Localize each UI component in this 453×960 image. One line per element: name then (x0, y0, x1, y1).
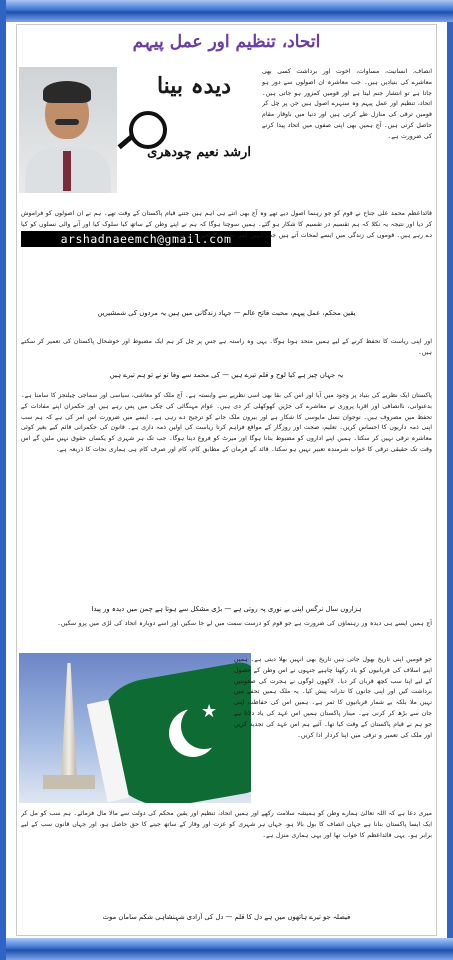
magnifier-icon (129, 111, 167, 149)
paragraph-5: آج ہمیں ایسے ہی دیدہ ور رہنماؤں کی ضرورت ہے جو قوم کو درست سمت میں لے جا سکیں اور اسے دوبارہ اتحاد کی لڑی میں پرو سکیں۔ (57, 620, 432, 627)
author-name: ارشد نعیم چودھری (147, 145, 251, 160)
bottom-border-band (6, 938, 453, 960)
paragraph-2: قائداعظم محمد علی جناح نے قوم کو جو رہنما اصول دیے تھے وہ آج بھی اتنے ہی اہم ہیں جتنے قیام پاکستان کے وقت تھے۔ ہم نے ان اصولوں کو فراموش کر دیا اور نتیجہ یہ نکلا کہ ہم تقسیم در تقسیم کا شکار ہو گئے۔ ہمیں سوچنا ہوگا کہ ہم نے اپنے وطن کے ساتھ کیا سلوک کیا اور آنے والی نسلوں کو کیا دے رہے ہیں۔ قوموں کی زندگی میں ایسے لمحات آتے ہیں جب انہیں اپنی سمت کا تعین کرنا پڑتا ہے۔ (21, 210, 432, 239)
verse-2: یہ جہاں چیز ہے کیا لوح و قلم تیرے ہیں — کی محمد سے وفا تو نے تو ہم تیرے ہیں (109, 371, 344, 379)
author-photo (19, 67, 117, 193)
paragraph-7: میری دعا ہے کہ اللہ تعالیٰ ہمارے وطن کو ہمیشہ سلامت رکھے اور ہمیں اتحاد، تنظیم اور یقین محکم کی دولت سے مالا مال فرمائے۔ ہم سب کو مل کر ایک ایسا پاکستان بنانا ہے جہاں انصاف کا بول بالا ہو، جہاں ہر شہری کو عزت اور وقار کے ساتھ جینے کا حق حاصل ہو، اور جہاں قانون سب کے لیے برابر ہو۔ یہی قائداعظم کا خواب تھا اور یہی ہماری منزل ہے۔ (21, 810, 432, 839)
paragraph-6: جو قومیں اپنی تاریخ بھول جاتی ہیں تاریخ بھی انہیں بھلا دیتی ہے۔ ہمیں اپنے اسلاف کی قربانیوں کو یاد رکھنا چاہیے جنہوں نے اس وطن کے حصول کے لیے اپنا سب کچھ قربان کر دیا۔ لاکھوں لوگوں نے ہجرت کی صعوبتیں برداشت کیں اور اپنی جانوں کا نذرانہ پیش کیا۔ یہ ملک ہمیں تحفے میں نہیں ملا بلکہ بے شمار قربانیوں کا ثمر ہے۔ ہمیں اس کی حفاظت اپنی جان سے بڑھ کر کرنی ہے۔ مینار پاکستان ہمیں اس عہد کی یاد دلاتا ہے جو ہم نے قیام پاکستان کے وقت کیا تھا۔ آئیے ہم اس عہد کی تجدید کریں اور ملک کی تعمیر و ترقی میں اپنا کردار ادا کریں۔ (234, 656, 432, 739)
article-title: اتحاد، تنظیم اور عمل پیہم (132, 32, 321, 52)
star-icon: ★ (201, 701, 218, 722)
column-logo: دیدہ بینا (156, 73, 232, 99)
closing-verse: فیصلہ جو تیرے ہاتھوں میں ہے دل کا قلم — دل کی آزادی شہنشاہی شکم سامان موت (102, 913, 351, 921)
verse-1: یقین محکم، عمل پیہم، محبت فاتح عالم — جہاد زندگانی میں ہیں یہ مردوں کی شمشیریں (97, 309, 356, 317)
minar-e-pakistan (61, 663, 77, 781)
paragraph-4: پاکستان ایک نظریے کی بنیاد پر وجود میں آیا اور اس کی بقا بھی اسی نظریے سے وابستہ ہے۔ آج ملک کو معاشی، سیاسی اور سماجی چیلنجز کا سامنا ہے۔ بدعنوانی، ناانصافی اور اقربا پروری نے معاشرے کی جڑیں کھوکھلی کر دی ہیں۔ عوام مہنگائی کی چکی میں پس رہے ہیں اور حکمران اپنے مفادات کے تحفظ میں مصروف ہیں۔ نوجوان نسل مایوسی کا شکار ہے اور بیرون ملک جانے کو ترجیح دے رہی ہے۔ ایسے میں ضرورت اس امر کی ہے کہ ہم سب اپنی ذمہ داریوں کا احساس کریں۔ تعلیم، صحت اور روزگار کے مواقع فراہم کرنا ریاست کی اولین ذمہ داری ہے۔ قانون کی حکمرانی قائم کیے بغیر کوئی معاشرہ ترقی نہیں کر سکتا۔ ہمیں اپنے اداروں کو مضبوط بنانا ہوگا اور میرٹ کو فروغ دینا ہوگا۔ جب تک ہر شہری کو یکساں حقوق نہیں ملیں گے اس وقت تک حقیقی ترقی کا خواب شرمندہ تعبیر نہیں ہو سکتا۔ قائد کے فرمان کے مطابق کام، کام اور صرف کام ہی ہماری نجات کا ذریعہ ہے۔ (21, 392, 432, 453)
article-panel (16, 24, 437, 936)
paragraph-1: انصاف، انسانیت، مساوات، اخوت اور برداشت کسی بھی معاشرے کی بنیادیں ہیں۔ جب معاشرہ ان اصولوں سے دور ہو جاتا ہے تو انتشار جنم لیتا ہے اور قومیں کمزور ہو جاتی ہیں۔ اتحاد، تنظیم اور عمل پیہم وہ سنہرے اصول ہیں جن پر چل کر قومیں ترقی کی منازل طے کرتی ہیں اور دنیا میں باوقار مقام حاصل کرتی ہیں۔ آج ہمیں بھی اپنی صفوں میں اتحاد پیدا کرنے کی ضرورت ہے۔ (262, 68, 432, 140)
top-border-band (6, 0, 453, 22)
paragraph-3: اور اپنی ریاست کا تحفظ کرنے کے لیے ہمیں متحد ہونا ہوگا۔ یہی وہ راستہ ہے جس پر چل کر ہم ایک مضبوط اور خوشحال پاکستان کی تعمیر کر سکتے ہیں۔ (21, 338, 432, 356)
author-email: arshadnaeemch@gmail.com (21, 231, 271, 247)
verse-3: ہزاروں سال نرگس اپنی بے نوری پہ روتی ہے — بڑی مشکل سے ہوتا ہے چمن میں دیدہ ور پیدا (91, 605, 362, 613)
minar-flag-image (19, 653, 251, 803)
